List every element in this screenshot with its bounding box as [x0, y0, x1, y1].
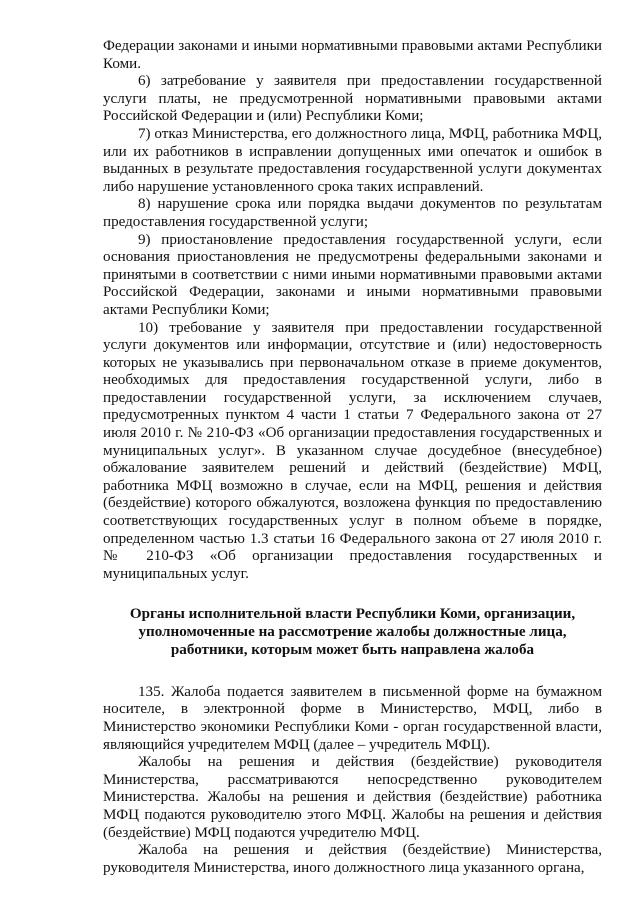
section-heading-line-1: Органы исполнительной власти Республики Коми, организации,	[129, 606, 576, 623]
paragraph-item-8: 8) нарушение срока или порядка выдачи документов по результатам предоставления государственной услуги;	[103, 196, 602, 230]
section-heading	[103, 606, 602, 659]
section-heading-line-2: уполномоченные на рассмотрение жалобы должностные лица,	[138, 624, 567, 641]
paragraph-item-7: 7) отказ Министерства, его должностного лица, МФЦ, работника МФЦ, или их работников в исправлении допущенных ими опечаток и ошибок в выданных в результате предоставления государственной услуги документах либо нарушение установленного срока таких исправлений.	[103, 125, 602, 195]
paragraph-135: 135. Жалоба подается заявителем в письменной форме на бумажном носителе, в электронной форме в Министерство, МФЦ, либо в Министерство экономики Республики Коми - орган государственной власти, являющийся учредителем МФЦ (далее – учредитель МФЦ).	[103, 683, 602, 753]
paragraph-complaint-ministry-officials: Жалоба на решения и действия (бездействие) Министерства, руководителя Министерства, иного должностного лица указанного органа,	[103, 842, 602, 876]
paragraph-item-6: 6) затребование у заявителя при предоставлении государственной услуги платы, не предусмотренной нормативными правовыми актами Российской Федерации и (или) Республики Коми;	[103, 73, 602, 125]
paragraph-complaints-ministry: Жалобы на решения и действия (бездействие) руководителя Министерства, рассматриваются непосредственно руководителем Министерства. Жалобы на решения и действия (бездействие) работника МФЦ подаются руководителю этого МФЦ. Жалобы на решения и действия (бездействие) МФЦ подаются учредителю МФЦ.	[103, 754, 602, 841]
section-heading-line-3: работники, которым может быть направлена жалоба	[170, 642, 535, 658]
paragraph-continuation: Федерации законами и иными нормативными правовыми актами Республики Коми.	[103, 38, 602, 72]
paragraph-item-9: 9) приостановление предоставления государственной услуги, если основания приостановления не предусмотрены федеральными законами и принятыми в соответствии с ними иными нормативными правовыми актами Российской Федерации, законами и иными нормативными правовыми актами Республики Коми;	[103, 231, 602, 318]
paragraph-item-10: 10) требование у заявителя при предоставлении государственной услуги документов или информации, отсутствие и (или) недостоверность которых не указывались при первоначальном отказе в приеме документов, необходимых для предоставления государственной услуги, либо в предоставлении государственной услуги, за исключением случаев, предусмотренных пунктом 4 части 1 статьи 7 Федерального закона от 27 июля 2010 г. № 210-ФЗ «Об организации предоставления государственных и муниципальных услуг». В указанном случае досудебное (внесудебное) обжалование заявителем решений и действий (бездействие) МФЦ, работника МФЦ возможно в случае, если на МФЦ, решения и действия (бездействие) которого обжалуются, возложена функция по предоставлению соответствующих государственных услуг в полном объеме в порядке, определенном частью 1.3 статьи 16 Федерального закона от 27 июля 2010 г. № 210-ФЗ «Об организации предоставления государственных и муниципальных услуг.	[103, 319, 602, 582]
